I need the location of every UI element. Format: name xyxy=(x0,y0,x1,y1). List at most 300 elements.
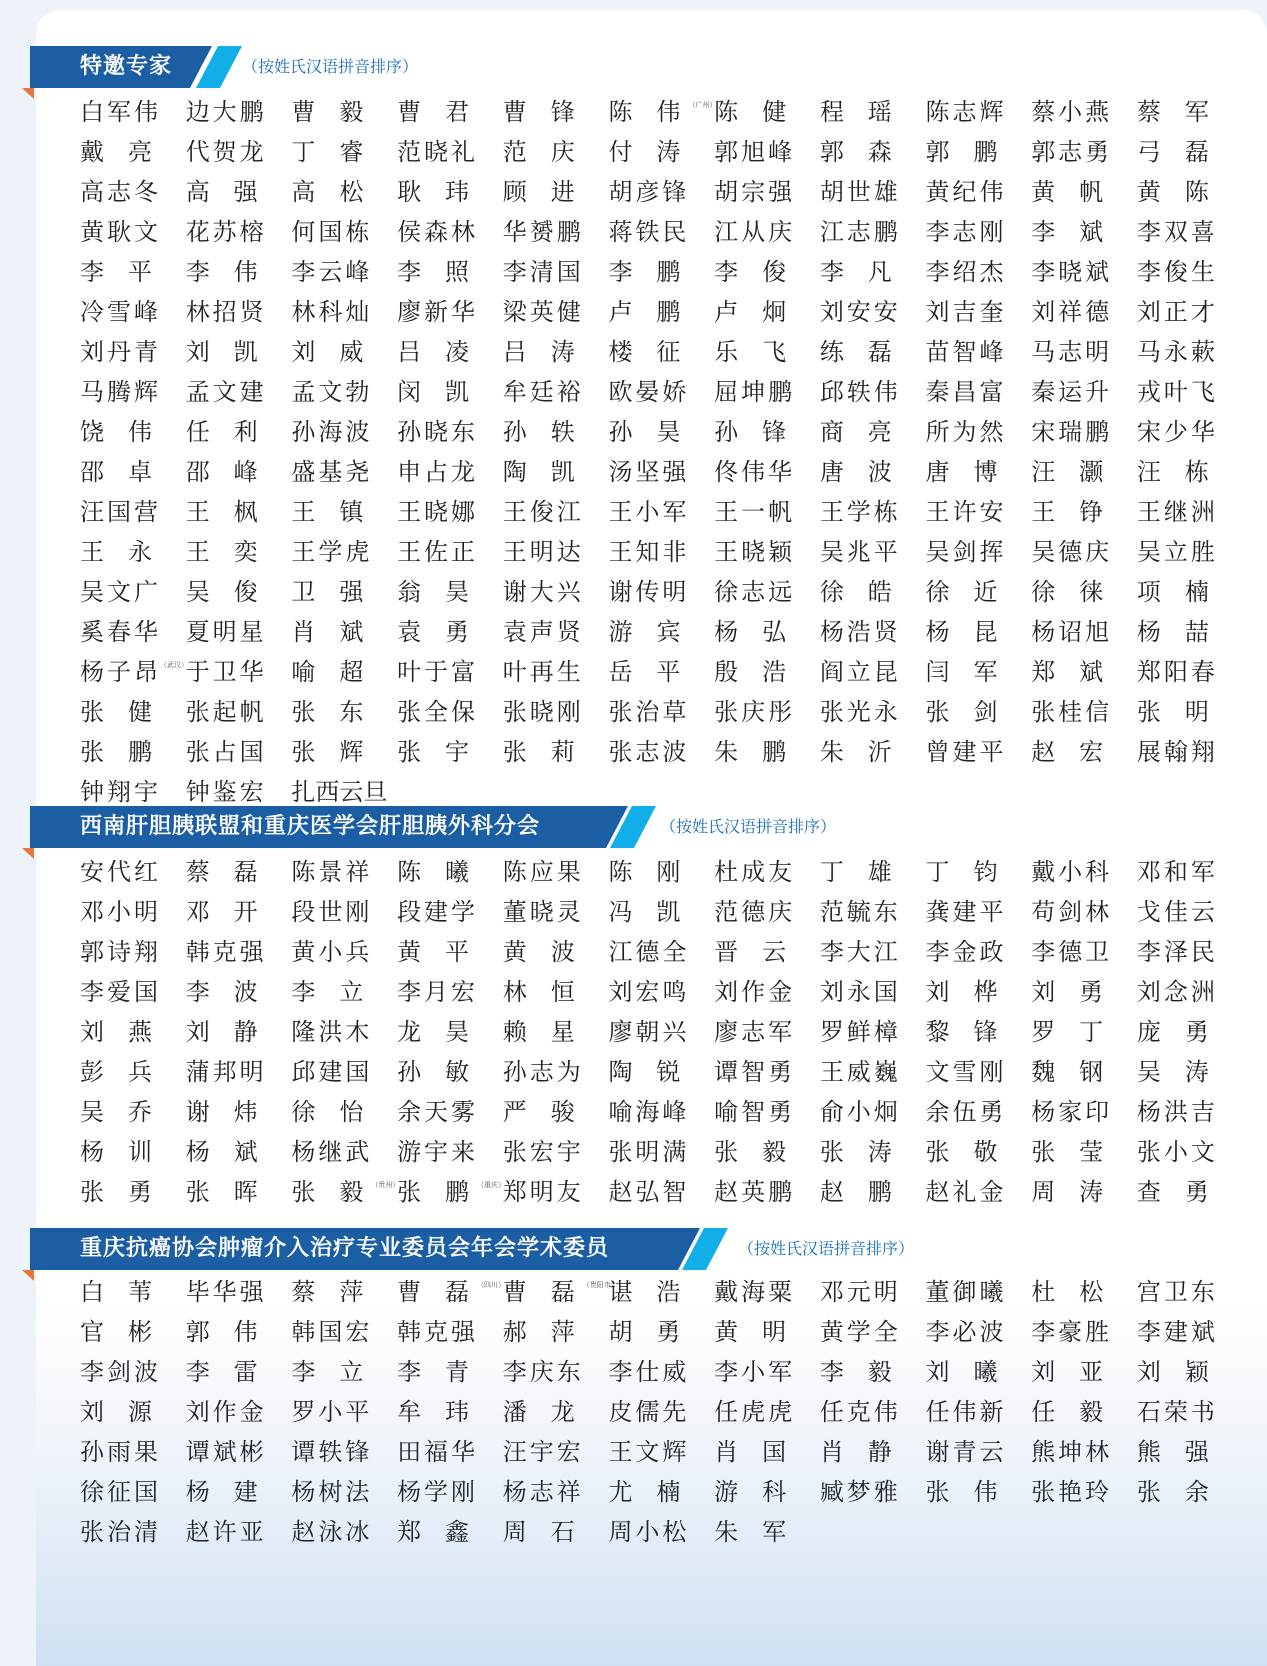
name-entry xyxy=(926,292,1032,332)
person-name: 王学虎 xyxy=(291,538,370,566)
person-name: 阎立昆 xyxy=(819,658,898,686)
person-name: 曹磊 xyxy=(502,1278,575,1306)
name-entry xyxy=(926,372,1032,412)
name-grid xyxy=(80,852,1260,1212)
person-name: 彭兵 xyxy=(80,1058,152,1086)
person-name: 张涛 xyxy=(819,1138,892,1166)
person-name: 韩国宏 xyxy=(291,1318,370,1346)
name-entry xyxy=(397,972,503,1012)
name-entry xyxy=(186,1172,292,1212)
name-entry xyxy=(186,252,292,292)
person-name: 王永 xyxy=(80,538,152,566)
person-name: 邵峰 xyxy=(185,458,258,486)
name-entry xyxy=(186,732,292,772)
person-name: 尤楠 xyxy=(608,1478,681,1506)
person-name: 魏钢 xyxy=(1031,1058,1104,1086)
person-name: 张毅 xyxy=(291,1178,364,1206)
person-name: 项楠 xyxy=(1136,578,1209,606)
name-entry xyxy=(503,1132,609,1172)
person-name: 郑斌 xyxy=(1031,658,1104,686)
person-name: 顾进 xyxy=(502,178,575,206)
name-entry xyxy=(1137,532,1243,572)
person-name: 付涛 xyxy=(608,138,681,166)
name-entry xyxy=(1031,932,1137,972)
name-location-note: （武汉） xyxy=(160,661,188,669)
name-entry xyxy=(1031,612,1137,652)
person-name: 黄平 xyxy=(397,938,470,966)
name-entry xyxy=(1137,1392,1243,1432)
person-name: 杨洪吉 xyxy=(1136,1098,1215,1126)
name-entry xyxy=(291,332,397,372)
person-name: 毕华强 xyxy=(185,1278,264,1306)
person-name: 张鹏 xyxy=(80,738,152,766)
name-entry xyxy=(397,852,503,892)
name-entry xyxy=(714,932,820,972)
name-entry xyxy=(503,452,609,492)
name-entry xyxy=(80,1172,186,1212)
name-entry xyxy=(291,1012,397,1052)
name-entry xyxy=(80,972,186,1012)
name-entry xyxy=(1137,852,1243,892)
person-name: 赵鹏 xyxy=(819,1178,892,1206)
person-name: 廖新华 xyxy=(397,298,476,326)
name-entry xyxy=(80,572,186,612)
person-name: 杨昆 xyxy=(925,618,998,646)
header-corner-mark xyxy=(22,88,34,99)
name-entry xyxy=(926,452,1032,492)
person-name: 胡世雄 xyxy=(819,178,898,206)
name-entry xyxy=(80,1392,186,1432)
name-entry xyxy=(714,1432,820,1472)
person-name: 高松 xyxy=(291,178,364,206)
person-name: 牟廷裕 xyxy=(502,378,581,406)
name-entry xyxy=(714,332,820,372)
name-entry xyxy=(1137,1132,1243,1172)
name-entry xyxy=(80,372,186,412)
person-name: 吴立胜 xyxy=(1136,538,1215,566)
name-entry xyxy=(926,1312,1032,1352)
person-name: 邓元明 xyxy=(819,1278,898,1306)
person-name: 李斌 xyxy=(1031,218,1104,246)
person-name: 张小文 xyxy=(1136,1138,1215,1166)
person-name: 袁声贤 xyxy=(502,618,581,646)
person-name: 刘勇 xyxy=(1031,978,1104,1006)
person-name: 孙志为 xyxy=(502,1058,581,1086)
person-name: 钟翔宇 xyxy=(80,778,158,806)
person-name: 丁睿 xyxy=(291,138,364,166)
name-entry xyxy=(1031,692,1137,732)
person-name: 刘安安 xyxy=(819,298,898,326)
person-name: 刘曦 xyxy=(925,1358,998,1386)
name-entry xyxy=(820,132,926,172)
name-entry xyxy=(1031,1272,1137,1312)
name-entry xyxy=(820,172,926,212)
person-name: 程瑶 xyxy=(819,98,892,126)
name-entry xyxy=(608,1312,714,1352)
name-entry xyxy=(503,252,609,292)
name-entry xyxy=(186,1272,292,1312)
name-entry xyxy=(926,412,1032,452)
person-name: 任虎虎 xyxy=(714,1398,793,1426)
person-name: 官彬 xyxy=(80,1318,152,1346)
name-entry xyxy=(926,612,1032,652)
name-entry xyxy=(503,852,609,892)
person-name: 韩克强 xyxy=(185,938,264,966)
name-entry xyxy=(503,652,609,692)
person-name: 张敬 xyxy=(925,1138,998,1166)
name-entry xyxy=(1031,652,1137,692)
name-entry xyxy=(291,1092,397,1132)
person-name: 刘正才 xyxy=(1136,298,1215,326)
name-entry xyxy=(820,652,926,692)
person-name: 乐飞 xyxy=(714,338,787,366)
person-name: 孟文勃 xyxy=(291,378,370,406)
person-name: 俞小炯 xyxy=(819,1098,898,1126)
person-name: 陈景祥 xyxy=(291,858,370,886)
person-name: 林恒 xyxy=(502,978,575,1006)
person-name: 徐志远 xyxy=(714,578,793,606)
person-name: 苟剑林 xyxy=(1031,898,1110,926)
name-entry xyxy=(608,332,714,372)
person-name: 杨建 xyxy=(185,1478,258,1506)
person-name: 殷浩 xyxy=(714,658,787,686)
person-name: 张莉 xyxy=(502,738,575,766)
name-entry xyxy=(80,1352,186,1392)
name-entry xyxy=(397,332,503,372)
person-name: 边大鹏 xyxy=(185,98,264,126)
person-name: 赵礼金 xyxy=(925,1178,1004,1206)
name-entry xyxy=(1137,1272,1243,1312)
person-name: 任克伟 xyxy=(819,1398,898,1426)
person-name: 高强 xyxy=(185,178,258,206)
name-entry xyxy=(1137,932,1243,972)
person-name: 牟玮 xyxy=(397,1398,470,1426)
name-entry xyxy=(714,252,820,292)
name-entry xyxy=(608,932,714,972)
person-name: 杨训 xyxy=(80,1138,152,1166)
person-name: 陈志辉 xyxy=(925,98,1004,126)
person-name: 徐怡 xyxy=(291,1098,364,1126)
person-name: 白苇 xyxy=(80,1278,152,1306)
person-name: 王枫 xyxy=(185,498,258,526)
person-name: 叶再生 xyxy=(502,658,581,686)
name-entry xyxy=(291,1512,397,1552)
person-name: 梁英健 xyxy=(502,298,581,326)
name-entry xyxy=(1031,252,1137,292)
person-name: 张宇 xyxy=(397,738,470,766)
person-name: 张伟 xyxy=(925,1478,998,1506)
person-name: 郭诗翔 xyxy=(80,938,158,966)
name-entry xyxy=(1137,692,1243,732)
person-name: 张治草 xyxy=(608,698,687,726)
name-entry xyxy=(820,1312,926,1352)
name-entry xyxy=(503,1432,609,1472)
name-entry xyxy=(503,732,609,772)
section-sort-note: （按姓氏汉语拼音排序） xyxy=(660,817,837,836)
name-entry xyxy=(1137,1092,1243,1132)
name-entry xyxy=(608,532,714,572)
name-entry xyxy=(714,412,820,452)
name-entry xyxy=(1137,972,1243,1012)
person-name: 肖静 xyxy=(819,1438,892,1466)
name-entry xyxy=(1031,412,1137,452)
person-name: 王俊江 xyxy=(502,498,581,526)
person-name: 张东 xyxy=(291,698,364,726)
person-name: 戴海粟 xyxy=(714,1278,793,1306)
name-entry xyxy=(397,1312,503,1352)
name-entry xyxy=(503,332,609,372)
person-name: 李云峰 xyxy=(291,258,370,286)
person-name: 喻智勇 xyxy=(714,1098,793,1126)
name-entry xyxy=(608,652,714,692)
name-entry xyxy=(608,972,714,1012)
person-name: 黄明 xyxy=(714,1318,787,1346)
name-entry xyxy=(608,1352,714,1392)
person-name: 黄陈 xyxy=(1136,178,1209,206)
name-entry xyxy=(186,652,292,692)
name-entry xyxy=(291,412,397,452)
name-entry xyxy=(291,1352,397,1392)
person-name: 安代红 xyxy=(80,858,158,886)
person-name: 杜松 xyxy=(1031,1278,1104,1306)
person-name: 杨诏旭 xyxy=(1031,618,1110,646)
name-entry xyxy=(80,172,186,212)
name-entry xyxy=(820,212,926,252)
name-entry xyxy=(1031,1172,1137,1212)
person-name: 刘作金 xyxy=(714,978,793,1006)
name-entry xyxy=(608,612,714,652)
name-entry xyxy=(714,1012,820,1052)
name-entry xyxy=(926,852,1032,892)
name-entry xyxy=(186,1132,292,1172)
person-name: 于卫华 xyxy=(185,658,264,686)
person-name: 李毅 xyxy=(819,1358,892,1386)
name-entry xyxy=(502,1272,618,1312)
name-entry xyxy=(397,252,503,292)
person-name: 蒲邦明 xyxy=(185,1058,264,1086)
person-name: 戈佳云 xyxy=(1136,898,1215,926)
person-name: 黄波 xyxy=(502,938,575,966)
name-entry xyxy=(186,972,292,1012)
name-entry xyxy=(80,1312,186,1352)
name-entry xyxy=(608,1052,714,1092)
person-name: 郭鹏 xyxy=(925,138,998,166)
name-entry xyxy=(291,692,397,732)
name-location-note: （贵州） xyxy=(371,1181,400,1189)
name-entry xyxy=(820,492,926,532)
person-name: 岳平 xyxy=(608,658,681,686)
person-name: 李大江 xyxy=(819,938,898,966)
name-entry xyxy=(608,172,714,212)
person-name: 张明满 xyxy=(608,1138,687,1166)
name-entry xyxy=(1031,1092,1137,1132)
name-entry xyxy=(1137,492,1243,532)
person-name: 袁勇 xyxy=(397,618,470,646)
name-entry xyxy=(1031,132,1137,172)
person-name: 徐徕 xyxy=(1031,578,1104,606)
name-entry xyxy=(503,932,609,972)
name-grid xyxy=(80,92,1260,812)
name-entry xyxy=(926,1432,1032,1472)
name-entry xyxy=(1137,652,1243,692)
person-name: 杨志祥 xyxy=(502,1478,581,1506)
person-name: 孙敏 xyxy=(397,1058,470,1086)
name-entry xyxy=(397,372,503,412)
name-entry xyxy=(503,172,609,212)
name-entry xyxy=(397,1172,506,1212)
name-entry xyxy=(1137,412,1243,452)
name-entry xyxy=(820,972,926,1012)
section-sort-note: （按姓氏汉语拼音排序） xyxy=(242,57,419,76)
name-entry xyxy=(503,532,609,572)
person-name: 曾建平 xyxy=(925,738,1004,766)
person-name: 夏明星 xyxy=(185,618,264,646)
person-name: 吴文广 xyxy=(80,578,158,606)
name-entry xyxy=(186,292,292,332)
name-entry xyxy=(608,452,714,492)
person-name: 李月宏 xyxy=(397,978,476,1006)
person-name: 张桂信 xyxy=(1031,698,1110,726)
name-entry xyxy=(608,92,717,132)
person-name: 邓开 xyxy=(185,898,258,926)
person-name: 宋瑞鹏 xyxy=(1031,418,1110,446)
person-name: 游宇来 xyxy=(397,1138,476,1166)
person-name: 皮儒先 xyxy=(608,1398,687,1426)
person-name: 胡彦锋 xyxy=(608,178,687,206)
name-entry xyxy=(714,1172,820,1212)
name-entry xyxy=(1031,532,1137,572)
person-name: 刘颖 xyxy=(1136,1358,1209,1386)
person-name: 查勇 xyxy=(1136,1178,1209,1206)
name-entry xyxy=(1031,332,1137,372)
person-name: 孙雨果 xyxy=(80,1438,158,1466)
person-name: 弓磊 xyxy=(1136,138,1209,166)
person-name: 孟文建 xyxy=(185,378,264,406)
person-name: 李绍杰 xyxy=(925,258,1004,286)
person-name: 李剑波 xyxy=(80,1358,158,1386)
person-name: 陈应果 xyxy=(502,858,581,886)
name-entry xyxy=(80,332,186,372)
name-entry xyxy=(80,732,186,772)
name-entry xyxy=(186,1312,292,1352)
person-name: 朱军 xyxy=(714,1518,787,1546)
person-name: 李凡 xyxy=(819,258,892,286)
name-entry xyxy=(186,452,292,492)
person-name: 李清国 xyxy=(502,258,581,286)
name-entry xyxy=(820,892,926,932)
name-entry xyxy=(820,692,926,732)
name-entry xyxy=(186,412,292,452)
person-name: 熊坤林 xyxy=(1031,1438,1110,1466)
name-entry xyxy=(397,652,503,692)
name-entry xyxy=(80,292,186,332)
person-name: 黄纪伟 xyxy=(925,178,1004,206)
name-entry xyxy=(820,412,926,452)
person-name: 李泽民 xyxy=(1136,938,1215,966)
person-name: 唐博 xyxy=(925,458,998,486)
person-name: 孙锋 xyxy=(714,418,787,446)
person-name: 邓和军 xyxy=(1136,858,1215,886)
person-name: 李德卫 xyxy=(1031,938,1110,966)
name-entry xyxy=(926,1472,1032,1512)
person-name: 佟伟华 xyxy=(714,458,793,486)
person-name: 扎西云旦 xyxy=(291,778,388,806)
person-name: 杨斌 xyxy=(185,1138,258,1166)
person-name: 李金政 xyxy=(925,938,1004,966)
name-entry xyxy=(926,932,1032,972)
person-name: 王明达 xyxy=(502,538,581,566)
name-entry xyxy=(397,492,503,532)
name-entry xyxy=(397,932,503,972)
name-entry xyxy=(608,1472,714,1512)
person-name: 宫卫东 xyxy=(1136,1278,1215,1306)
name-entry xyxy=(186,1512,292,1552)
person-name: 游宾 xyxy=(608,618,681,646)
person-name: 郭伟 xyxy=(185,1318,258,1346)
person-name: 戎叶飞 xyxy=(1136,378,1215,406)
person-name: 李立 xyxy=(291,978,364,1006)
person-name: 罗丁 xyxy=(1031,1018,1104,1046)
person-name: 游科 xyxy=(714,1478,787,1506)
person-name: 李建斌 xyxy=(1136,1318,1215,1346)
name-entry xyxy=(291,1052,397,1092)
person-name: 张宏宇 xyxy=(502,1138,581,1166)
name-entry xyxy=(926,652,1032,692)
person-name: 廖朝兴 xyxy=(608,1018,687,1046)
person-name: 李平 xyxy=(80,258,152,286)
name-entry xyxy=(503,292,609,332)
person-name: 张剑 xyxy=(925,698,998,726)
name-location-note: （广州） xyxy=(688,101,717,109)
person-name: 江德全 xyxy=(608,938,687,966)
person-name: 丁雄 xyxy=(819,858,892,886)
person-name: 汪灏 xyxy=(1031,458,1104,486)
name-entry xyxy=(926,1172,1032,1212)
name-entry xyxy=(80,1472,186,1512)
name-entry xyxy=(503,1012,609,1052)
name-entry xyxy=(291,932,397,972)
name-entry xyxy=(608,492,714,532)
name-entry xyxy=(714,892,820,932)
person-name: 林科灿 xyxy=(291,298,370,326)
name-grid xyxy=(80,1272,1260,1552)
name-entry xyxy=(291,212,397,252)
person-name: 花苏榕 xyxy=(185,218,264,246)
name-entry xyxy=(1031,1352,1137,1392)
person-name: 罗鲜樟 xyxy=(819,1018,898,1046)
name-entry xyxy=(1031,172,1137,212)
name-entry xyxy=(1031,1312,1137,1352)
person-name: 邓小明 xyxy=(80,898,158,926)
person-name: 杨子昂 xyxy=(80,658,158,686)
name-entry xyxy=(186,1052,292,1092)
name-entry xyxy=(926,1012,1032,1052)
name-entry xyxy=(1031,572,1137,612)
name-entry xyxy=(80,1012,186,1052)
name-entry xyxy=(291,1172,400,1212)
person-name: 张勇 xyxy=(80,1178,152,1206)
person-name: 汪栋 xyxy=(1136,458,1209,486)
name-entry xyxy=(397,892,503,932)
name-entry xyxy=(80,1272,186,1312)
person-name: 李庆东 xyxy=(502,1358,581,1386)
person-name: 练磊 xyxy=(819,338,892,366)
person-name: 展翰翔 xyxy=(1136,738,1215,766)
person-name: 江从庆 xyxy=(714,218,793,246)
person-name: 张晖 xyxy=(185,1178,258,1206)
name-entry xyxy=(926,1352,1032,1392)
person-name: 陈曦 xyxy=(397,858,470,886)
